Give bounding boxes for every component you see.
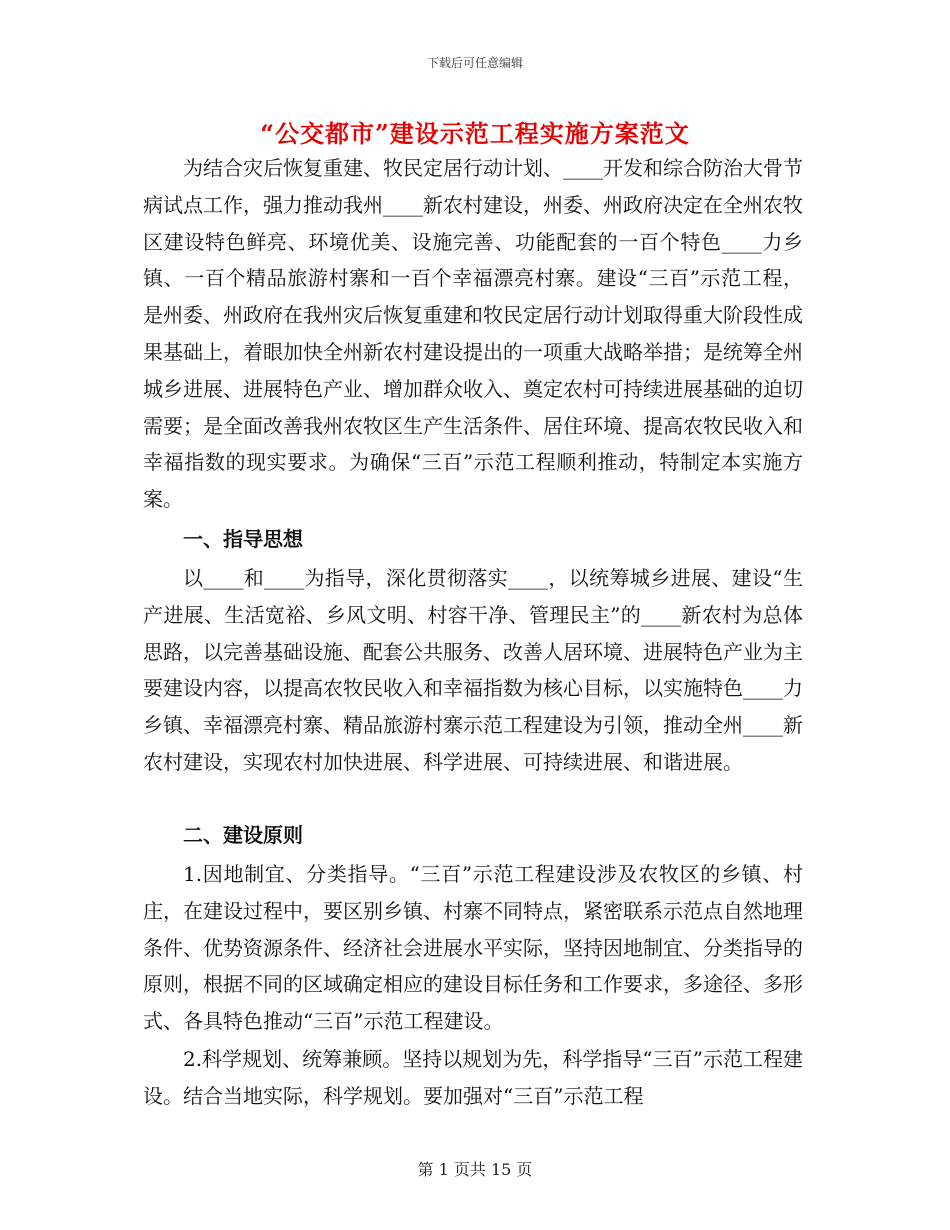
principle-2-paragraph: 2.科学规划、统筹兼顾。坚持以规划为先，科学指导“三百”示范工程建设。结合当地实际，科学规划。要加强对“三百”示范工程	[143, 1047, 803, 1108]
section-heading-guiding-ideology: 一、指导思想	[183, 527, 303, 551]
page-number: 第 1 页共 15 页	[417, 1160, 533, 1179]
principle-1-paragraph: 1.因地制宜、分类指导。“三百”示范工程建设涉及农牧区的乡镇、村庄，在建设过程中，要区别乡镇、村寨不同特点，紧密联系示范点自然地理条件、优势资源条件、经济社会进展水平实际，坚持因地制宜、分类指导的原则，根据不同的区域确定相应的建设目标任务和工作要求，多途径、多形式、各具特色推动“三百”示范工程建设。	[143, 862, 803, 1034]
guiding-ideology-paragraph: 以____和____为指导，深化贯彻落实____，以统筹城乡进展、建设“生产进展、生活宽裕、乡风文明、村容干净、管理民主”的____新农村为总体思路，以完善基础设施、配套公共服务、改善人居环境、进展特色产业为主要建设内容，以提高农牧民收入和幸福指数为核心目标，以实施特色____力乡镇、幸福漂亮村寨、精品旅游村寨示范工程建设为引领，推动全州____新农村建设，实现农村加快进展、科学进展、可持续进展、和谐进展。	[143, 566, 803, 774]
section-heading-principles: 二、建设原则	[183, 823, 303, 847]
document-title: “公交都市”建设示范工程实施方案范文	[260, 119, 690, 148]
page-header: 下载后可任意编辑	[426, 56, 523, 70]
intro-paragraph: 为结合灾后恢复重建、牧民定居行动计划、____开发和综合防治大骨节病试点工作，强力推动我州____新农村建设，州委、州政府决定在全州农牧区建设特色鲜亮、环境优美、设施完善、功能配套的一百个特色____力乡镇、一百个精品旅游村寨和一百个幸福漂亮村寨。建设“三百”示范工程，是州委、州政府在我州灾后恢复重建和牧民定居行动计划取得重大阶段性成果基础上，着眼加快全州新农村建设提出的一项重大战略举措；是统筹全州城乡进展、进展特色产业、增加群众收入、奠定农村可持续进展基础的迫切需要；是全面改善我州农牧区生产生活条件、居住环境、提高农牧民收入和幸福指数的现实要求。为确保“三百”示范工程顺利推动，特制定本实施方案。	[143, 156, 803, 512]
